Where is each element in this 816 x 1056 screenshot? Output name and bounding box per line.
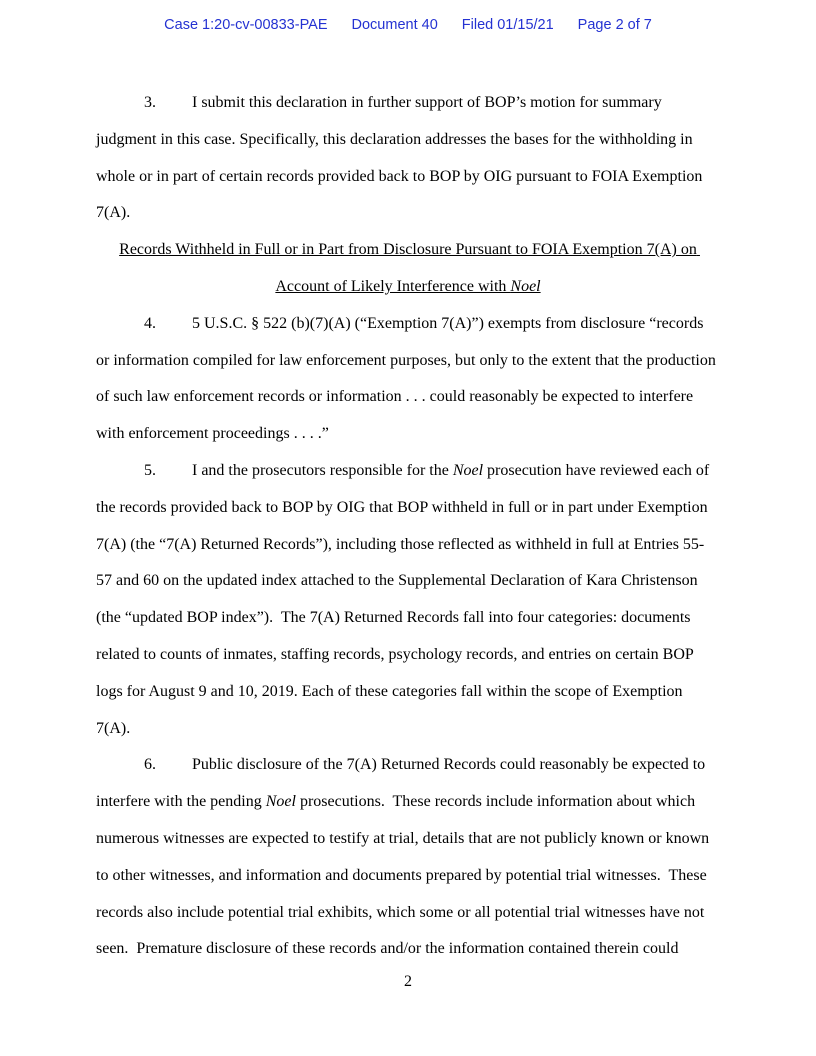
- paragraph-6: [96, 747, 720, 968]
- page-number-footer: [0, 972, 816, 992]
- text-run: Noel: [265, 793, 296, 811]
- text-run: Noel: [452, 461, 484, 479]
- paragraph-3: [96, 85, 720, 232]
- text-run: prosecution have reviewed each of the records provided back to BOP by OIG that BOP withheld in full or in part under Exemption 7(A) (the “7(A) Returned Records”), including those reflected as withheld in full at Entries 55-57 and 60 on the updated index attached to the Supplemental Declaration of Kara Christenson (the “updated BOP index”). The 7(A) Returned Records fall into four categories: documents related to counts of inmates, staffing records, psychology records, and entries on certain BOP logs for August 9 and 10, 2019. Each of these categories fall within the scope of Exemption 7(A).: [96, 461, 714, 737]
- ecf-header-page-count: Page 2 of 7: [577, 17, 652, 33]
- text-run: I and the prosecutors responsible for the: [192, 461, 453, 479]
- ecf-header-filed-date: Filed 01/15/21: [461, 17, 554, 33]
- text-run: Records Withheld in Full or in Part from Disclosure Pursuant to FOIA Exemption 7(A) on Account of Likely Interference with: [119, 241, 700, 295]
- text-run: prosecutions. These records include information about which numerous witnesses are expected to testify at trial, details that are not publicly known or known to other witnesses, and information and documents prepared by potential trial witnesses. These records also include potential trial exhibits, which some or all potential trial witnesses have not seen. Premature disclosure of these records and/or the information contained therein could: [96, 793, 714, 958]
- paragraph-number: 3.: [144, 94, 156, 111]
- text-run: 5 U.S.C. § 522 (b)(7)(A) (“Exemption 7(A)”) exempts from disclosure “records or information compiled for law enforcement purposes, but only to the extent that the production of such law enforcement records or information . . . could reasonably be expected to interfere with enforcement proceedings . . . .”: [96, 314, 720, 443]
- page-number: 2: [404, 973, 412, 990]
- text-run: Public disclosure of the 7(A) Returned Records could reasonably be expected to interfere with the pending: [96, 756, 710, 811]
- ecf-header: [0, 16, 816, 34]
- paragraph-number: 5.: [144, 461, 156, 479]
- ecf-header-case-number: Case 1:20-cv-00833-PAE: [164, 17, 328, 33]
- section-heading: [96, 232, 720, 306]
- paragraph-4: [96, 306, 720, 453]
- paragraph-number: 6.: [144, 756, 156, 774]
- paragraph-5: [96, 453, 720, 747]
- ecf-header-document-number: Document 40: [351, 17, 438, 33]
- text-run: I submit this declaration in further support of BOP’s motion for summary judgment in this case. Specifically, this declaration addresses the bases for the withholding in whole or in part of certain records provided back to BOP by OIG pursuant to FOIA Exemption 7(A).: [96, 94, 707, 222]
- paragraph-number: 4.: [144, 314, 156, 332]
- document-body: [96, 85, 720, 968]
- text-run: Noel: [510, 277, 541, 295]
